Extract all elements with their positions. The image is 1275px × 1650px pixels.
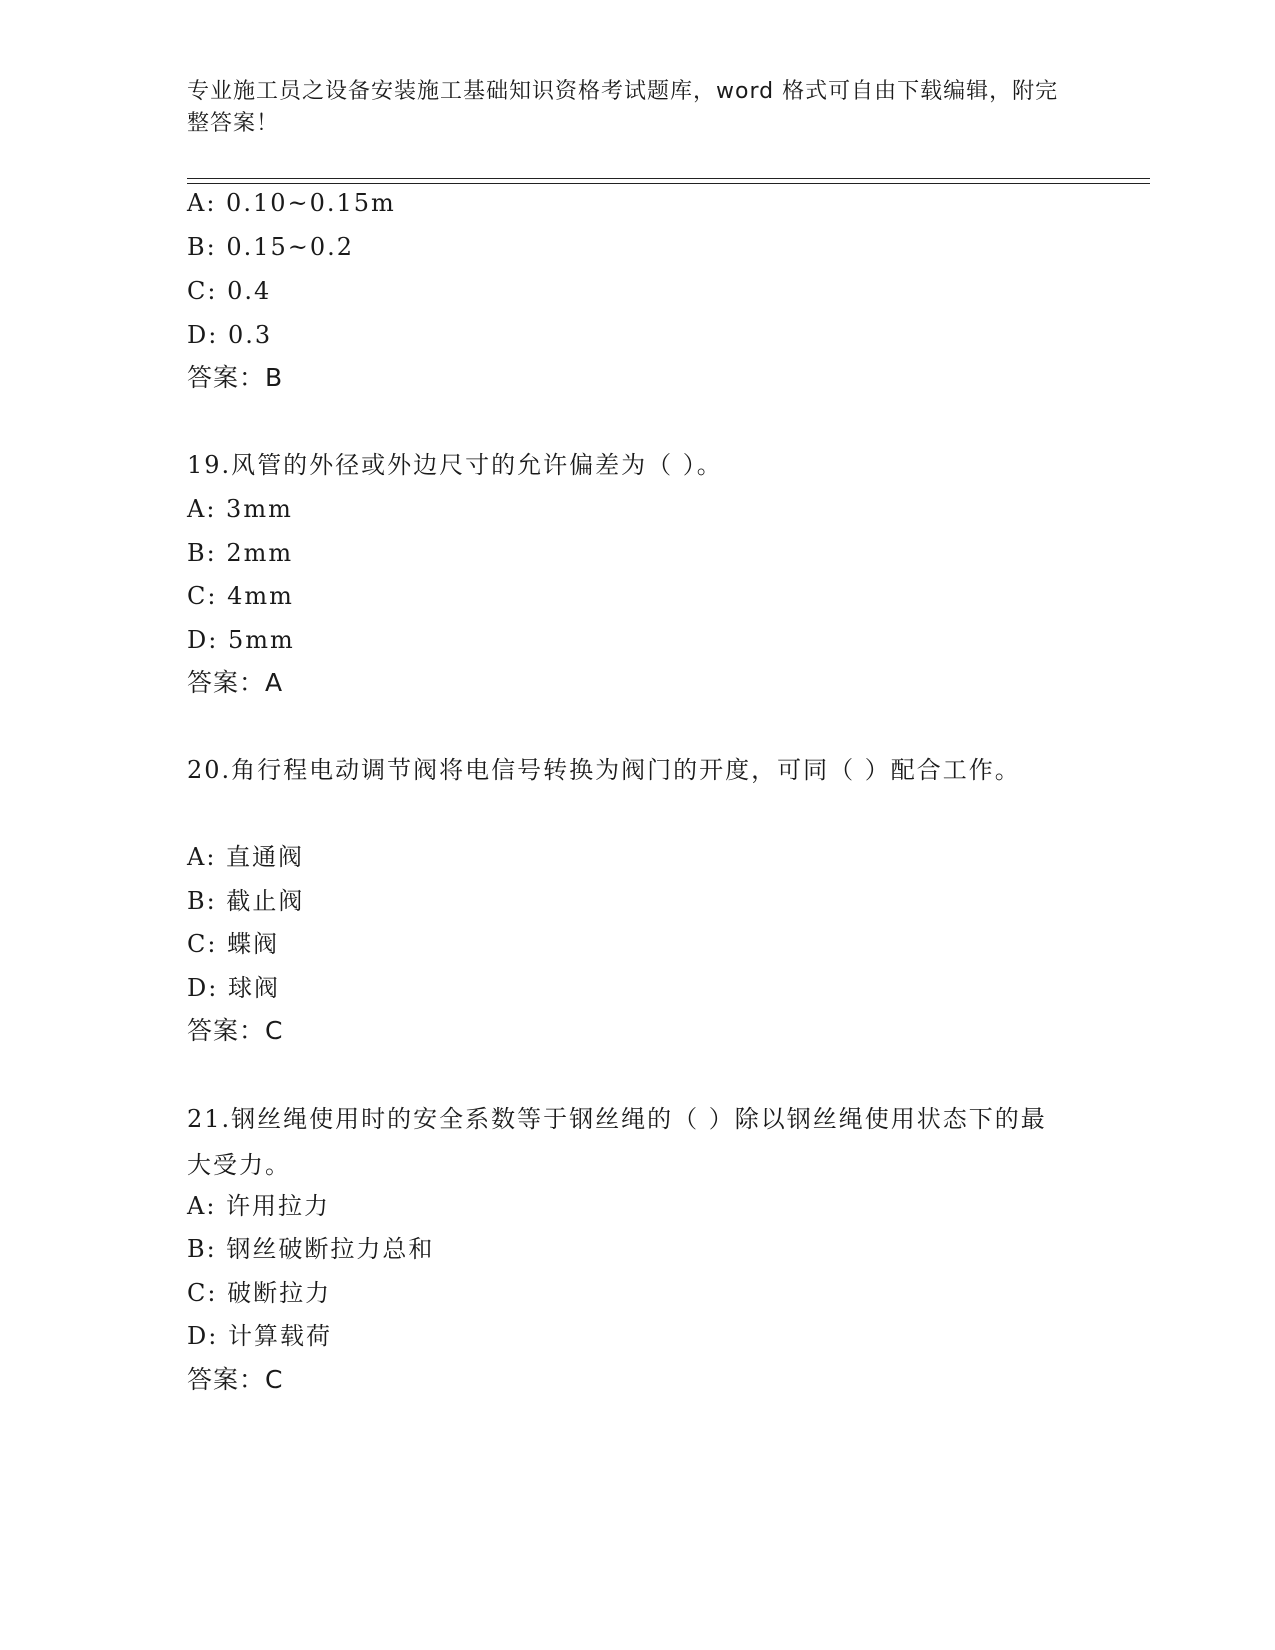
q18-option-c: C: 0.4 <box>187 277 272 305</box>
q20-answer: 答案：C <box>187 1016 284 1045</box>
q21-option-c: C: 破断拉力 <box>187 1279 332 1307</box>
q21-question: 21.钢丝绳使用时的安全系数等于钢丝绳的（ ）除以钢丝绳使用状态下的最大受力。 <box>187 1105 1047 1179</box>
q19-question: 19.风管的外径或外边尺寸的允许偏差为（ ）。 <box>187 451 723 479</box>
q20-option-a: A: 直通阀 <box>187 843 305 871</box>
q18-option-d: D: 0.3 <box>187 321 273 349</box>
q19-option-b: B: 2mm <box>187 539 294 567</box>
header-divider-bottom <box>187 183 1150 184</box>
q18-option-a: A: 0.10~0.15m <box>187 189 396 217</box>
q19-answer: 答案：A <box>187 668 284 697</box>
document-header: 专业施工员之设备安装施工基础知识资格考试题库，word 格式可自由下载编辑，附完整答案！ <box>187 79 1059 136</box>
q19-option-c: C: 4mm <box>187 582 294 610</box>
q21-answer: 答案：C <box>187 1365 284 1394</box>
q20-question: 20.角行程电动调节阀将电信号转换为阀门的开度，可同（ ）配合工作。 <box>187 756 1021 784</box>
q21-option-d: D: 计算载荷 <box>187 1322 332 1350</box>
q20-option-d: D: 球阀 <box>187 974 280 1002</box>
q20-option-b: B: 截止阀 <box>187 887 305 915</box>
q18-answer: 答案：B <box>187 363 284 392</box>
q18-option-b: B: 0.15~0.2 <box>187 233 355 261</box>
q21-option-b: B: 钢丝破断拉力总和 <box>187 1235 435 1263</box>
q21-option-a: A: 许用拉力 <box>187 1192 331 1220</box>
q19-option-d: D: 5mm <box>187 626 295 654</box>
q20-option-c: C: 蝶阀 <box>187 930 280 958</box>
q19-option-a: A: 3mm <box>187 495 293 523</box>
header-divider-top <box>187 178 1150 179</box>
